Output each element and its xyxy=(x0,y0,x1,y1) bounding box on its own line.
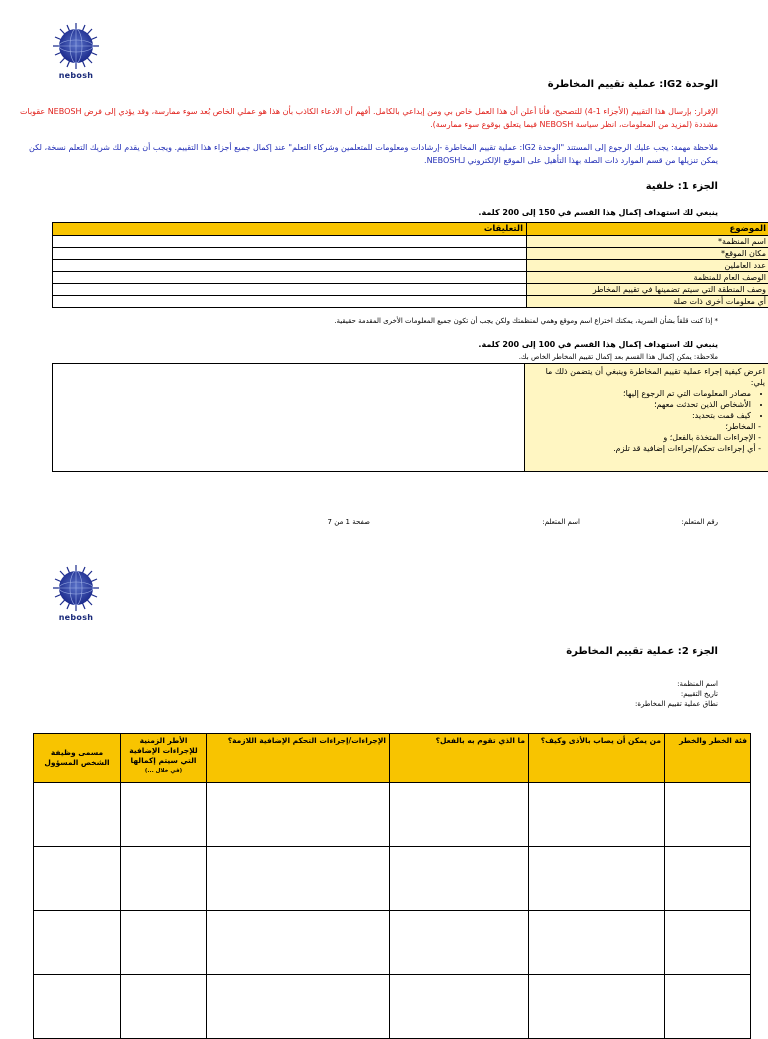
guidance-intro: اعرض كيفية إجراء عملية تقييم المخاطرة وينبغي أن يتضمن ذلك ما يلي: xyxy=(529,366,765,388)
table-row xyxy=(53,364,768,472)
col-topic-header: الموضوع xyxy=(527,223,768,236)
comment-cell[interactable] xyxy=(53,272,527,284)
part1-instruction: ينبغي لك استهداف إكمال هذا القسم في 150 إلى 200 كلمة. xyxy=(218,208,718,217)
topic-cell: اسم المنظمة* xyxy=(527,236,768,248)
nebosh-logo xyxy=(46,564,106,622)
table-cell[interactable] xyxy=(390,911,529,975)
list-item: • كيف قمت بتحديد: xyxy=(529,410,751,421)
list-item: • مصادر المعلومات التي تم الرجوع إليها؛ xyxy=(529,388,751,399)
col-existing-controls-header: ما الذي تقوم به بالفعل؟ xyxy=(390,734,529,783)
table-cell[interactable] xyxy=(529,911,665,975)
page-number: صفحة 1 من 7 xyxy=(260,518,370,526)
scope-label: نطاق عملية تقييم المخاطرة: xyxy=(418,699,718,709)
table-row xyxy=(53,272,768,284)
table-header-row xyxy=(53,223,768,236)
table-cell[interactable] xyxy=(121,783,207,847)
table-row xyxy=(34,847,751,911)
table-cell[interactable] xyxy=(34,847,121,911)
globe-icon xyxy=(46,22,106,70)
col-further-controls-header: الإجراءات/إجراءات التحكم الإضافية اللازمة؟ xyxy=(207,734,390,783)
declaration-text: الإقرار: بإرسال هذا التقييم (الأجزاء 1-4) للتصحيح، فأنا أعلن أن هذا العمل خاص بي ومن إبداعي بالكامل. أفهم أن الادعاء الكاذب بأن هذا هو عملي الخاص بُعد سوء ممارسة، وقد يؤدي إلى فرض NEBOSH عقوبات مشددة (لمزيد من المعلومات، انظر سياسة NEBOSH فيما يتعلق بوقوع سوء ممارسة). xyxy=(18,105,718,131)
learner-name-label: اسم المتعلم: xyxy=(440,518,580,526)
assessment-date-label: تاريخ التقييم: xyxy=(418,689,718,699)
topic-cell: عدد العاملين xyxy=(527,260,768,272)
list-item: - الإجراءات المتخذة بالفعل؛ و xyxy=(529,432,761,443)
table-row xyxy=(34,911,751,975)
table-cell[interactable] xyxy=(665,975,751,1039)
logo-text: nebosh xyxy=(46,613,106,622)
logo-text: nebosh xyxy=(46,71,106,80)
answer-cell[interactable] xyxy=(53,364,525,472)
comment-cell[interactable] xyxy=(53,296,527,308)
comment-cell[interactable] xyxy=(53,236,527,248)
part1-title: الجزء 1: خلفية xyxy=(418,181,718,192)
comment-cell[interactable] xyxy=(53,260,527,272)
table-cell[interactable] xyxy=(207,847,390,911)
table-cell[interactable] xyxy=(34,783,121,847)
col-comments-header: التعليقات xyxy=(53,223,527,236)
topic-cell: الوصف العام للمنظمة xyxy=(527,272,768,284)
table-row xyxy=(53,248,768,260)
table-cell[interactable] xyxy=(529,975,665,1039)
table-cell[interactable] xyxy=(390,847,529,911)
table-row xyxy=(34,975,751,1039)
table-cell[interactable] xyxy=(207,783,390,847)
risk-assessment-table xyxy=(33,733,751,1039)
list-item: - أي إجراءات تحكم/إجراءات إضافية قد تلزم. xyxy=(529,443,761,454)
section2-instruction: ينبغي لك استهداف إكمال هذا القسم في 100 إلى 200 كلمة. xyxy=(218,340,718,349)
table-cell[interactable] xyxy=(34,911,121,975)
topic-cell: أي معلومات أخرى ذات صلة xyxy=(527,296,768,308)
learner-number-label: رقم المتعلم: xyxy=(618,518,718,526)
col-who-harmed-header: من يمكن أن يصاب بالأذى وكيف؟ xyxy=(529,734,665,783)
table-cell[interactable] xyxy=(665,911,751,975)
col-responsible-header: مسمى وظيفة الشخص المسؤول xyxy=(34,734,121,783)
table-cell[interactable] xyxy=(665,847,751,911)
table-row xyxy=(53,284,768,296)
org-name-label: اسم المنظمة: xyxy=(418,679,718,689)
table-cell[interactable] xyxy=(529,847,665,911)
table-cell[interactable] xyxy=(121,847,207,911)
topic-cell: مكان الموقع* xyxy=(527,248,768,260)
table-row xyxy=(53,260,768,272)
nebosh-logo xyxy=(46,22,106,80)
table-cell[interactable] xyxy=(207,975,390,1039)
comment-cell[interactable] xyxy=(53,284,527,296)
list-item: • الأشخاص الذين تحدثت معهم؛ xyxy=(529,399,751,410)
topic-cell: وصف المنطقة التي سيتم تضمينها في تقييم المخاطر xyxy=(527,284,768,296)
confidentiality-footnote: * إذا كنت قلقاً بشأن السرية، يمكنك اختراع اسم وموقع وهمي لمنظمتك ولكن يجب أن تكون جميع المعلومات الأخرى المقدمة حقيقية. xyxy=(18,316,718,326)
globe-icon xyxy=(46,564,106,612)
section2-note: ملاحظة: يمكن إكمال هذا القسم بعد إكمال تقييم المخاطر الخاص بك. xyxy=(218,352,718,362)
table-row xyxy=(34,783,751,847)
guidance-bullets xyxy=(529,388,765,421)
part2-title: الجزء 2: عملية تقييم المخاطرة xyxy=(318,646,718,657)
timescale-label: الأطر الزمنية للإجراءات الإضافية التي سيتم إكمالها xyxy=(129,736,197,765)
table-row xyxy=(53,296,768,308)
guidance-cell xyxy=(525,364,768,472)
timescale-sub: (في خلال ...) xyxy=(124,766,203,776)
col-hazard-header: فئة الخطر والخطر xyxy=(665,734,751,783)
table-cell[interactable] xyxy=(529,783,665,847)
table-row xyxy=(53,236,768,248)
important-note: ملاحظة مهمة: يجب عليك الرجوع إلى المستند "الوحدة IG2: عملية تقييم المخاطرة -إرشادات ومعلومات للمتعلمين وشركاء التعلم" عند إكمال جميع أجزاء هذا التقييم. ويجب أن يقدم لك شريك التعلم نسخة، لكن يمكن تنزيلها من قسم الموارد ذات الصلة بهذا التأهيل على الموقع الإلكتروني لـNEBOSH. xyxy=(18,141,718,167)
table-cell[interactable] xyxy=(34,975,121,1039)
table-cell[interactable] xyxy=(121,911,207,975)
table-cell[interactable] xyxy=(390,975,529,1039)
table-cell[interactable] xyxy=(207,911,390,975)
guidance-dashes xyxy=(529,421,765,454)
list-item: - المخاطر؛ xyxy=(529,421,761,432)
table-cell[interactable] xyxy=(665,783,751,847)
table-cell[interactable] xyxy=(121,975,207,1039)
col-timescale-header xyxy=(121,734,207,783)
unit-title: الوحدة IG2: عملية تقييم المخاطرة xyxy=(218,79,718,90)
comment-cell[interactable] xyxy=(53,248,527,260)
background-table xyxy=(52,222,768,308)
table-cell[interactable] xyxy=(390,783,529,847)
table-header-row xyxy=(34,734,751,783)
method-table xyxy=(52,363,768,472)
